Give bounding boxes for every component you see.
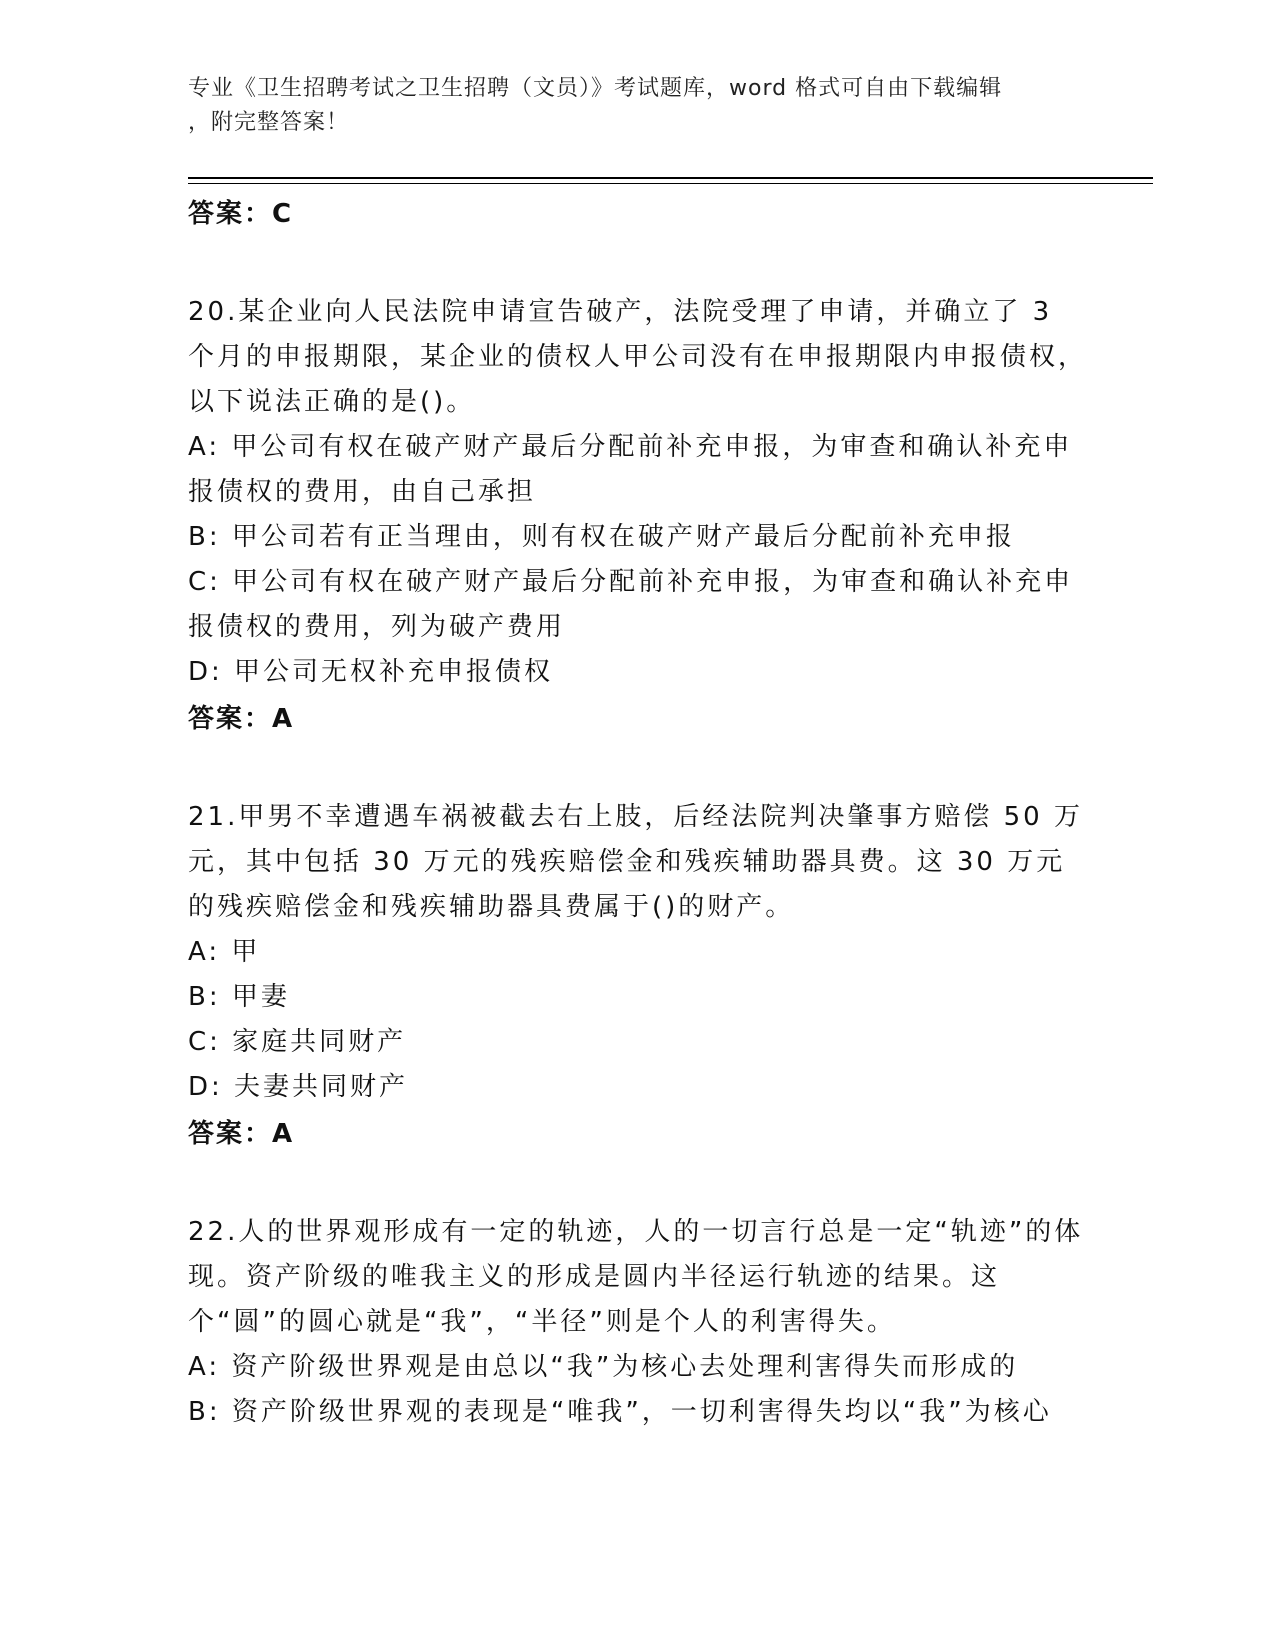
question-text: 20.某企业向人民法院申请宣告破产，法院受理了申请，并确立了 3 个月的申报期限，某企业的债权人甲公司没有在申报期限内申报债权，以下说法正确的是()。 — [188, 297, 1088, 417]
header-divider-thick — [188, 177, 1153, 179]
answer-line: 答案：A — [188, 1119, 295, 1149]
option-b: B: 甲公司若有正当理由，则有权在破产财产最后分配前补充申报 — [188, 522, 1015, 552]
option-a: A: 资产阶级世界观是由总以“我”为核心去处理利害得失而形成的 — [188, 1352, 1019, 1382]
option-b: B: 甲妻 — [188, 982, 290, 1012]
option-b: B: 资产阶级世界观的表现是“唯我”，一切利害得失均以“我”为核心 — [188, 1397, 1052, 1427]
option-c: C: 家庭共同财产 — [188, 1027, 407, 1057]
answer-line: 答案：A — [188, 704, 295, 734]
document-header — [188, 72, 1068, 140]
question-20 — [188, 290, 1088, 743]
header-divider-thin — [188, 183, 1153, 184]
header-line-1: 专业《卫生招聘考试之卫生招聘（文员）》考试题库，word 格式可自由下载编辑 — [188, 76, 1003, 101]
question-22 — [188, 1210, 1088, 1435]
option-d: D: 夫妻共同财产 — [188, 1072, 409, 1102]
option-d: D: 甲公司无权补充申报债权 — [188, 657, 554, 687]
option-a: A: 甲 — [188, 937, 261, 967]
question-21 — [188, 795, 1088, 1158]
option-c: C: 甲公司有权在破产财产最后分配前补充申报，为审查和确认补充申报债权的费用，列为破产费用 — [188, 567, 1074, 642]
question-text: 22.人的世界观形成有一定的轨迹，人的一切言行总是一定“轨迹”的体现。资产阶级的唯我主义的形成是圆内半径运行轨迹的结果。这个“圆”的圆心就是“我”，“半径”则是个人的利害得失。 — [188, 1217, 1084, 1337]
answer-line-previous: 答案：C — [188, 199, 294, 229]
header-line-2: ，附完整答案！ — [188, 110, 350, 135]
option-a: A: 甲公司有权在破产财产最后分配前补充申报，为审查和确认补充申报债权的费用，由自己承担 — [188, 432, 1073, 507]
question-list — [188, 190, 1088, 1435]
question-text: 21.甲男不幸遭遇车祸被截去右上肢，后经法院判决肇事方赔偿 50 万元，其中包括 30 万元的残疾赔偿金和残疾辅助器具费。这 30 万元的残疾赔偿金和残疾辅助器具费属于()的财产。 — [188, 802, 1083, 922]
